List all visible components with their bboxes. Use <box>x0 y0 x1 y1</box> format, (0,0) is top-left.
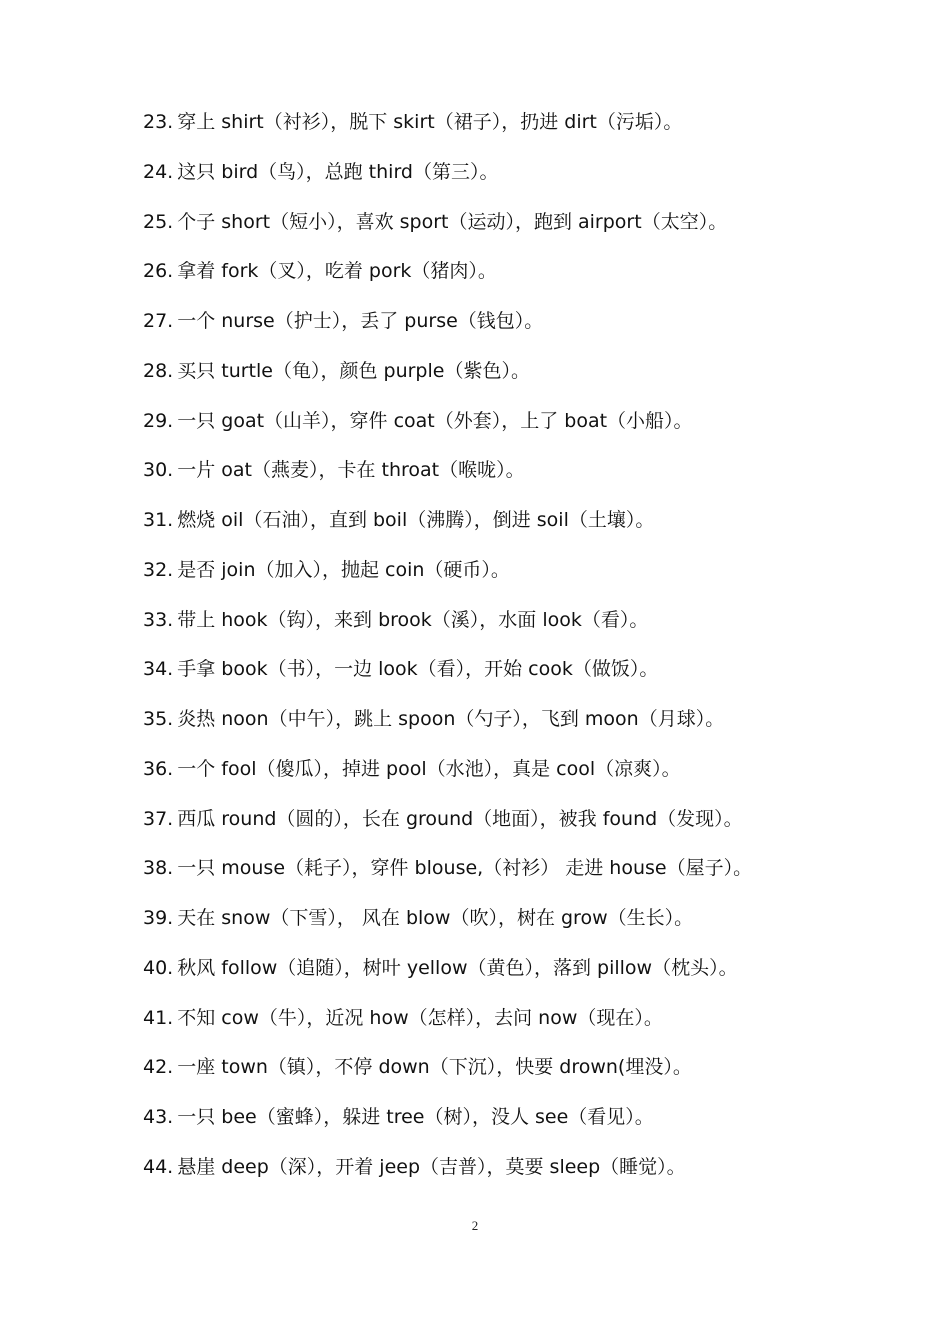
line-number: 36. <box>143 757 174 780</box>
rhyme-line <box>143 1099 923 1149</box>
line-number: 31. <box>143 509 174 531</box>
rhyme-line <box>143 502 923 552</box>
line-text: 一片 oat（燕麦），卡在 throat（喉咙）。 <box>177 459 525 482</box>
rhyme-line <box>143 253 923 303</box>
rhyme-line <box>143 651 923 701</box>
line-text: 炎热 noon（中午），跳上 spoon（勺子），飞到 moon（月球）。 <box>177 708 725 730</box>
line-number: 35. <box>143 708 174 730</box>
line-number: 28. <box>143 359 174 382</box>
line-number: 30. <box>143 459 174 482</box>
rhyme-line <box>143 303 923 353</box>
line-number: 27. <box>143 310 174 332</box>
line-number: 40. <box>143 956 174 979</box>
rhyme-line <box>143 403 923 453</box>
line-text: 带上 hook（钩），来到 brook（溪），水面 look（看）。 <box>177 608 649 631</box>
line-text: 是否 join（加入），抛起 coin（硬币）。 <box>177 558 510 581</box>
rhyme-line <box>143 1000 923 1050</box>
rhyme-list <box>143 104 923 1199</box>
line-number: 39. <box>143 907 174 929</box>
rhyme-line <box>143 552 923 602</box>
line-text: 燃烧 oil（石油），直到 boil（沸腾），倒进 soil（土壤）。 <box>177 509 655 531</box>
line-text: 西瓜 round（圆的），长在 ground（地面），被我 found（发现）。 <box>177 807 743 830</box>
line-text: 秋风 follow（追随），树叶 yellow（黄色），落到 pillow（枕头）。 <box>177 956 738 979</box>
line-text: 天在 snow（下雪）， 风在 blow（吹），树在 grow（生长）。 <box>177 907 694 929</box>
line-text: 这只 bird（鸟），总跑 third（第三）。 <box>177 160 499 183</box>
line-number: 32. <box>143 558 174 581</box>
line-text: 一只 mouse（耗子），穿件 blouse,（衬衫） 走进 house（屋子）。 <box>177 857 753 880</box>
rhyme-line <box>143 452 923 502</box>
line-number: 44. <box>143 1155 174 1178</box>
line-text: 一只 goat（山羊），穿件 coat（外套），上了 boat（小船）。 <box>177 409 693 432</box>
rhyme-line <box>143 950 923 1000</box>
rhyme-line <box>143 801 923 851</box>
rhyme-line <box>143 1149 923 1199</box>
rhyme-line <box>143 154 923 204</box>
line-text: 个子 short（短小），喜欢 sport（运动），跑到 airport（太空）。 <box>177 210 728 233</box>
line-text: 买只 turtle（龟），颜色 purple（紫色）。 <box>177 359 530 382</box>
page-number: 2 <box>471 1218 479 1233</box>
line-number: 26. <box>143 260 174 283</box>
rhyme-line <box>143 751 923 801</box>
rhyme-line <box>143 353 923 403</box>
line-number: 37. <box>143 807 174 830</box>
line-text: 一个 nurse（护士），丢了 purse（钱包）。 <box>177 310 544 332</box>
rhyme-line <box>143 850 923 900</box>
line-number: 24. <box>143 160 174 183</box>
rhyme-line <box>143 602 923 652</box>
line-number: 38. <box>143 857 174 880</box>
line-text: 一只 bee（蜜蜂），躲进 tree（树），没人 see（看见）。 <box>177 1106 654 1128</box>
line-number: 42. <box>143 1056 174 1079</box>
line-number: 33. <box>143 608 174 631</box>
line-text: 一个 fool（傻瓜），掉进 pool（水池），真是 cool（凉爽）。 <box>177 757 681 780</box>
line-number: 29. <box>143 409 174 432</box>
rhyme-line <box>143 1049 923 1099</box>
line-number: 23. <box>143 111 174 133</box>
line-number: 25. <box>143 210 174 233</box>
line-text: 不知 cow（牛），近况 how（怎样），去问 now（现在）。 <box>177 1006 663 1029</box>
rhyme-line <box>143 900 923 950</box>
line-number: 41. <box>143 1006 174 1029</box>
line-text: 一座 town（镇），不停 down（下沉），快要 drown(埋没）。 <box>177 1056 692 1079</box>
rhyme-line <box>143 701 923 751</box>
line-text: 拿着 fork（叉），吃着 pork（猪肉）。 <box>177 260 497 283</box>
line-number: 34. <box>143 658 174 681</box>
line-text: 手拿 book（书），一边 look（看），开始 cook（做饭）。 <box>177 658 659 681</box>
rhyme-line <box>143 104 923 154</box>
line-text: 悬崖 deep（深），开着 jeep（吉普），莫要 sleep（睡觉）。 <box>177 1155 686 1178</box>
line-text: 穿上 shirt（衬衫），脱下 skirt（裙子），扔进 dirt（污垢）。 <box>177 111 683 133</box>
rhyme-line <box>143 204 923 254</box>
line-number: 43. <box>143 1106 174 1128</box>
